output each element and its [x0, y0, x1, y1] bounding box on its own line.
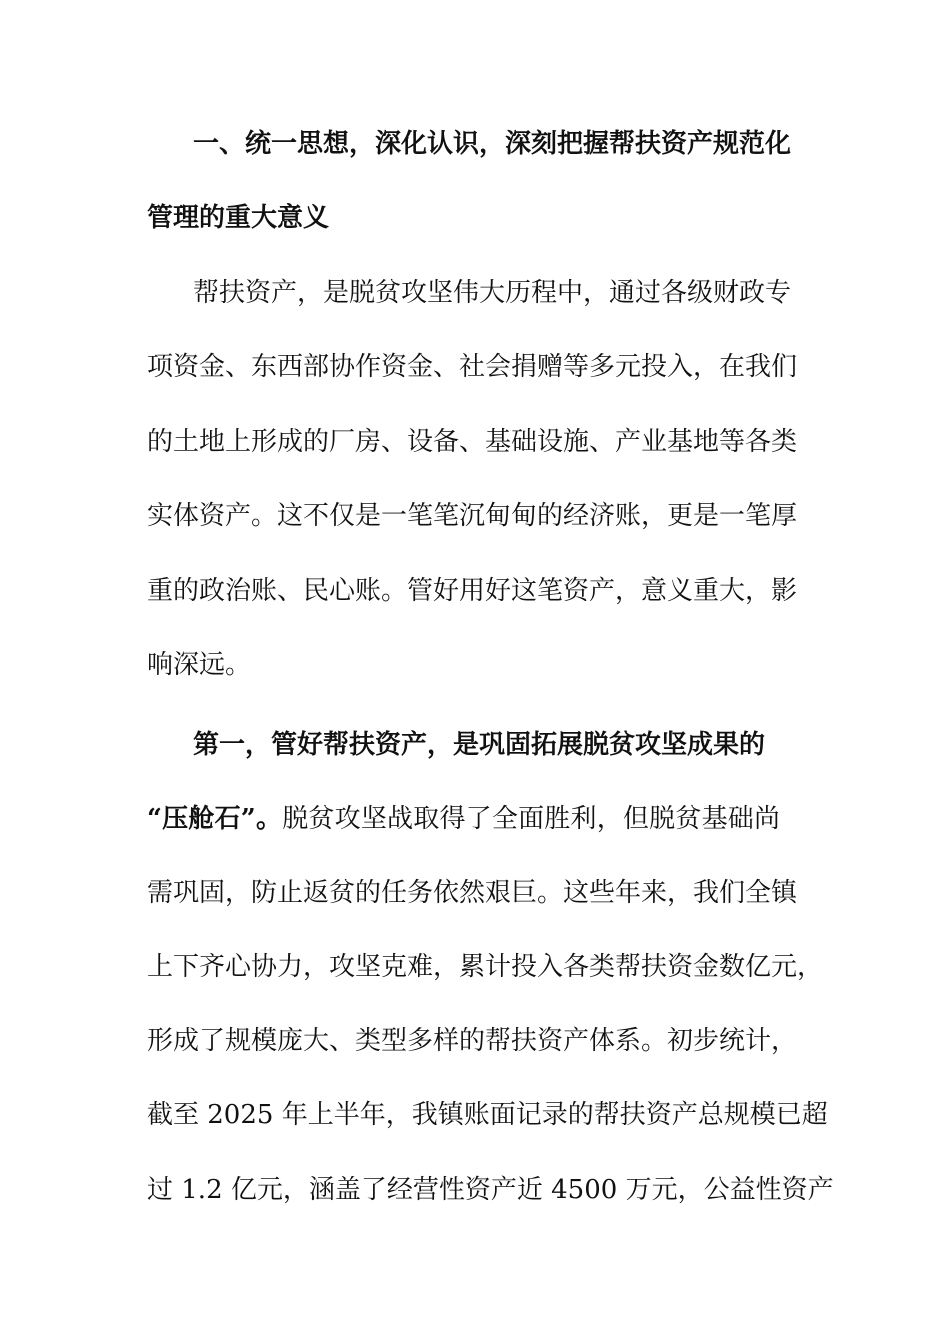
- section-heading-line-1: 一、统一思想，深化认识，深刻把握帮扶资产规范化: [193, 129, 792, 159]
- paragraph-2-line: 截至 2025 年上半年，我镇账面记录的帮扶资产总规模已超: [147, 1100, 828, 1130]
- paragraph-1-line: 重的政治账、民心账。管好用好这笔资产，意义重大，影: [147, 576, 798, 606]
- paragraph-2-line: 需巩固，防止返贫的任务依然艰巨。这些年来，我们全镇: [147, 878, 798, 908]
- bold-phrase: “压舱石”。: [147, 804, 283, 834]
- paragraph-2-heading: 第一，管好帮扶资产，是巩固拓展脱贫攻坚成果的: [193, 730, 766, 760]
- paragraph-1-line: 的土地上形成的厂房、设备、基础设施、产业基地等各类: [147, 427, 798, 457]
- paragraph-1-line: 项资金、东西部协作资金、社会捐赠等多元投入，在我们: [147, 352, 798, 382]
- section-heading-line-2: 管理的重大意义: [147, 203, 330, 233]
- paragraph-2-line: 过 1.2 亿元，涵盖了经营性资产近 4500 万元，公益性资产: [147, 1175, 834, 1205]
- paragraph-2-line: 上下齐心协力，攻坚克难，累计投入各类帮扶资金数亿元，: [147, 952, 824, 982]
- paragraph-2-line: 形成了规模庞大、类型多样的帮扶资产体系。初步统计，: [147, 1026, 798, 1056]
- paragraph-1-line: 帮扶资产，是脱贫攻坚伟大历程中，通过各级财政专: [193, 278, 792, 308]
- paragraph-1-line: 实体资产。这不仅是一笔笔沉甸甸的经济账，更是一笔厚: [147, 501, 798, 531]
- paragraph-2-line: [147, 782, 780, 856]
- paragraph-2-text: 脱贫攻坚战取得了全面胜利，但脱贫基础尚: [282, 804, 780, 834]
- paragraph-1-line: 响深远。: [147, 650, 252, 680]
